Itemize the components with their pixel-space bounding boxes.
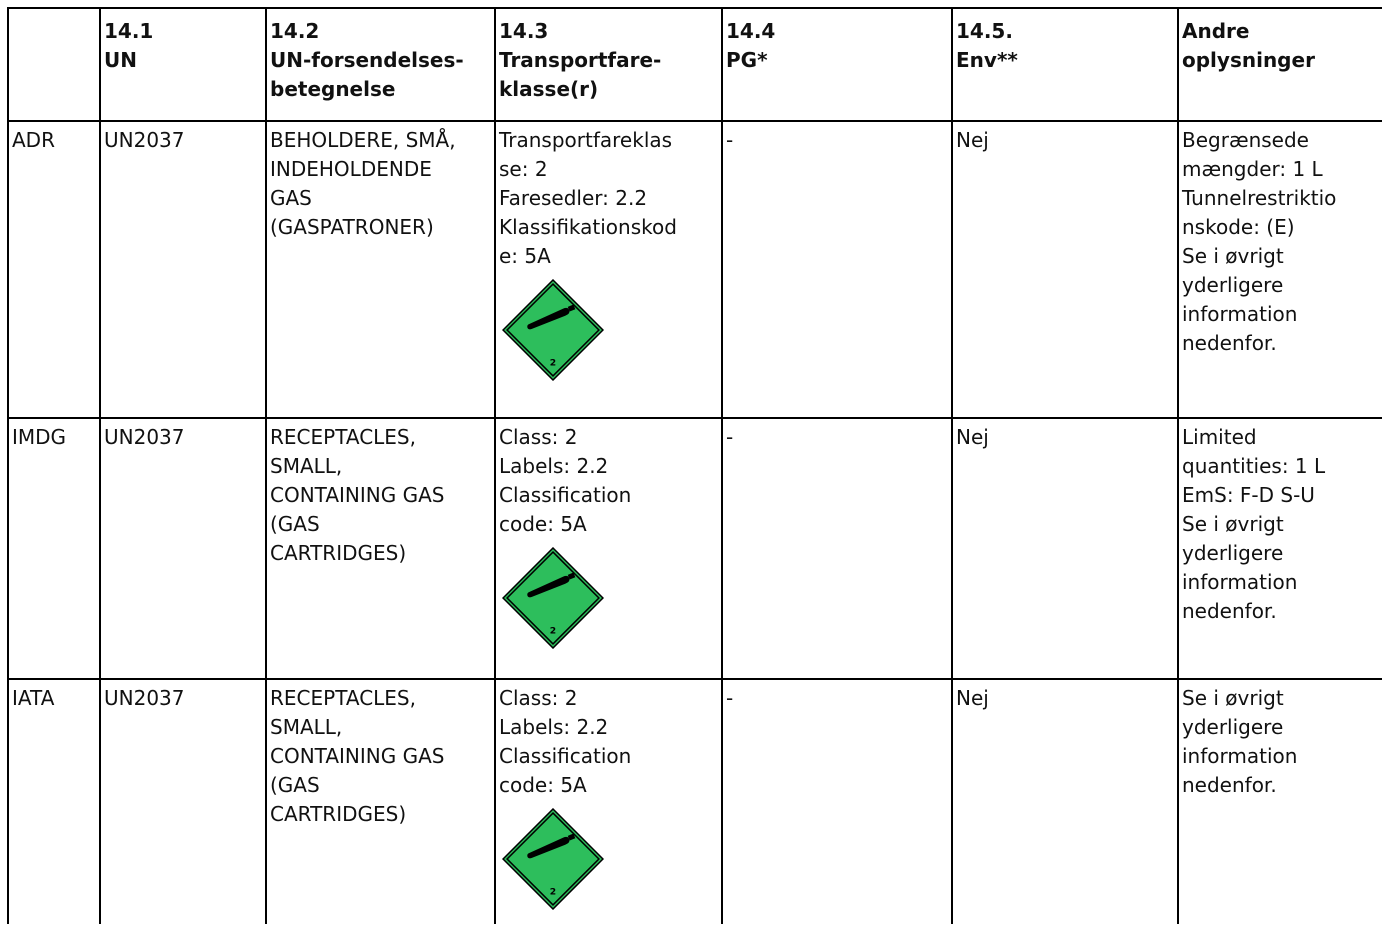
shipping-name-line: CARTRIDGES) [270,541,407,565]
table-row [8,418,1382,679]
un-number-cell: UN2037 [100,679,266,924]
other-info-line: yderligere [1182,273,1284,297]
shipping-name-line: CONTAINING GAS [270,483,445,507]
other-info-line: EmS: F-D S-U [1182,483,1315,507]
packing-group-cell: - [722,121,952,418]
other-info-line: quantities: 1 L [1182,454,1326,478]
header-mode [8,8,100,121]
hazard-class-line: se: 2 [499,157,548,181]
hazard-class-line: Classification [499,744,632,768]
transport-mode-cell: IATA [8,679,100,924]
shipping-name-line: SMALL, [270,715,343,739]
hazard-class-line: Faresedler: 2.2 [499,186,648,210]
hazard-class-line: Classification [499,483,632,507]
table-row [8,121,1382,418]
hazard-class-line: code: 5A [499,773,587,797]
header-hazard-class: 14.3 Transportfare- klasse(r) [495,8,722,121]
other-info-line: Limited [1182,425,1257,449]
shipping-name-cell [266,679,495,924]
shipping-name-cell [266,121,495,418]
other-info-line: Se i øvrigt [1182,244,1284,268]
hazard-class-cell [495,121,722,418]
header-shipping-name: 14.2 UN-forsendelses- betegnelse [266,8,495,121]
other-info-line: Tunnelrestriktio [1182,186,1337,210]
other-info-line: information [1182,744,1298,768]
other-info-cell [1178,418,1382,679]
header-row [8,8,1382,121]
other-info-line: nedenfor. [1182,331,1277,355]
shipping-name-line: CARTRIDGES) [270,802,407,826]
other-info-line: yderligere [1182,715,1284,739]
other-info-line: Se i øvrigt [1182,512,1284,536]
shipping-name-line: (GASPATRONER) [270,215,434,239]
shipping-name-line: (GAS [270,512,320,536]
hazard-class-line: Class: 2 [499,425,578,449]
other-info-line: information [1182,302,1298,326]
table-row [8,679,1382,924]
transport-information-table [7,7,1382,924]
transport-mode-cell: IMDG [8,418,100,679]
other-info-line: nedenfor. [1182,599,1277,623]
un-number-cell: UN2037 [100,121,266,418]
shipping-name-line: INDEHOLDENDE [270,157,432,181]
diamond-class-number: 2 [549,886,557,898]
other-info-cell [1178,679,1382,924]
hazard-class-cell [495,679,722,924]
shipping-name-line: GAS [270,186,312,210]
header-packing-group: 14.4 PG* [722,8,952,121]
hazard-class-line: Labels: 2.2 [499,715,609,739]
other-info-line: Se i øvrigt [1182,686,1284,710]
un-number-cell: UN2037 [100,418,266,679]
shipping-name-line: BEHOLDERE, SMÅ, [270,128,456,152]
other-info-line: mængder: 1 L [1182,157,1323,181]
packing-group-cell: - [722,418,952,679]
shipping-name-line: RECEPTACLES, [270,686,416,710]
shipping-name-line: (GAS [270,773,320,797]
shipping-name-cell [266,418,495,679]
hazard-class-line: Labels: 2.2 [499,454,609,478]
class-2-non-flammable-gas-diamond-icon [502,808,604,910]
other-info-line: yderligere [1182,541,1284,565]
header-other-info: Andre oplysninger [1178,8,1382,121]
class-2-non-flammable-gas-diamond-icon [502,547,604,649]
hazard-class-line: Class: 2 [499,686,578,710]
hazard-class-line: Klassifikationskod [499,215,677,239]
other-info-line: nedenfor. [1182,773,1277,797]
hazard-class-line: code: 5A [499,512,587,536]
hazard-class-line: Transportfareklas [499,128,673,152]
environmental-hazard-cell: Nej [952,121,1178,418]
class-2-non-flammable-gas-diamond-icon [502,279,604,381]
transport-mode-cell: ADR [8,121,100,418]
environmental-hazard-cell: Nej [952,679,1178,924]
other-info-cell [1178,121,1382,418]
hazard-class-cell [495,418,722,679]
other-info-line: Begrænsede [1182,128,1309,152]
other-info-line: nskode: (E) [1182,215,1295,239]
header-un-number: 14.1 UN [100,8,266,121]
header-environmental: 14.5. Env** [952,8,1178,121]
hazard-class-line: e: 5A [499,244,551,268]
packing-group-cell: - [722,679,952,924]
shipping-name-line: CONTAINING GAS [270,744,445,768]
other-info-line: information [1182,570,1298,594]
shipping-name-line: RECEPTACLES, [270,425,416,449]
environmental-hazard-cell: Nej [952,418,1178,679]
diamond-class-number: 2 [549,625,557,637]
diamond-class-number: 2 [549,357,557,369]
shipping-name-line: SMALL, [270,454,343,478]
